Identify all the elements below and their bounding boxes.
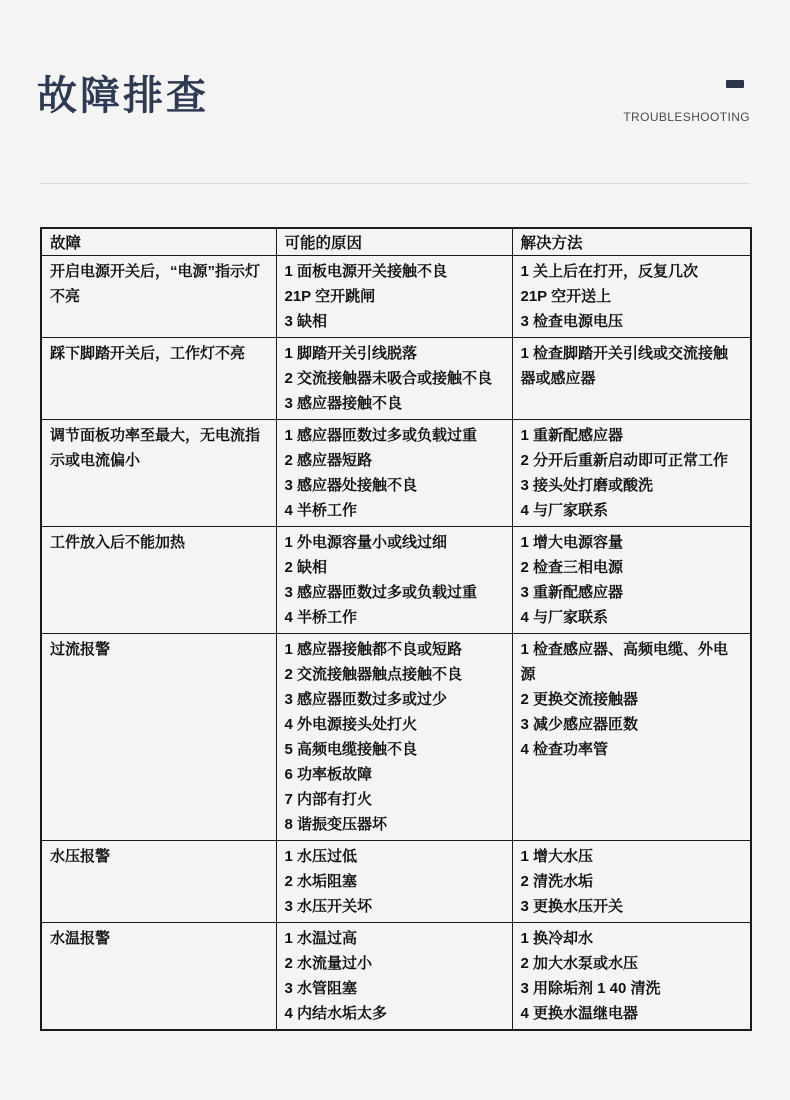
cell-line: 2 检查三相电源 bbox=[520, 559, 624, 576]
causes-cell bbox=[276, 841, 512, 923]
cell-line: 2 水垢阻塞 bbox=[284, 873, 358, 890]
cell-line: 3 感应器接触不良 bbox=[284, 395, 403, 412]
troubleshooting-table bbox=[40, 227, 752, 1031]
causes-cell bbox=[276, 527, 512, 634]
solutions-cell bbox=[512, 256, 751, 338]
cell-line: 过流报警 bbox=[50, 641, 111, 658]
cell-line: 1 换冷却水 bbox=[520, 930, 594, 947]
cell-line: 21P 空开送上 bbox=[520, 288, 612, 305]
cell-line: 1 重新配感应器 bbox=[520, 427, 624, 444]
cell-line: 2 更换交流接触器 bbox=[520, 691, 639, 708]
causes-cell bbox=[276, 923, 512, 1031]
fault-cell bbox=[41, 923, 276, 1031]
cell-line: 1 脚踏开关引线脱落 bbox=[284, 345, 418, 362]
cell-line: 3 感应器处接触不良 bbox=[284, 477, 418, 494]
causes-cell bbox=[276, 420, 512, 527]
table-body bbox=[41, 256, 751, 1031]
cell-line: 调节面板功率至最大，无电流指示或电流偏小 bbox=[50, 427, 261, 469]
fault-cell bbox=[41, 338, 276, 420]
cell-line: 3 水管阻塞 bbox=[284, 980, 358, 997]
cell-line: 开启电源开关后，“电源”指示灯不亮 bbox=[50, 263, 261, 305]
table-row bbox=[41, 923, 751, 1031]
cell-line: 1 面板电源开关接触不良 bbox=[284, 263, 448, 280]
cell-line: 4 更换水温继电器 bbox=[520, 1005, 639, 1022]
cell-line: 4 检查功率管 bbox=[520, 741, 609, 758]
cell-line: 3 用除垢剂 1 40 清洗 bbox=[520, 980, 661, 997]
cell-line: 4 内结水垢太多 bbox=[284, 1005, 388, 1022]
cell-line: 1 关上后在打开，反复几次 bbox=[520, 263, 699, 280]
cell-line: 4 外电源接头处打火 bbox=[284, 716, 418, 733]
causes-cell bbox=[276, 338, 512, 420]
cell-line: 水压报警 bbox=[50, 848, 111, 865]
table-row bbox=[41, 420, 751, 527]
cell-line: 3 缺相 bbox=[284, 313, 328, 330]
cell-line: 2 清洗水垢 bbox=[520, 873, 594, 890]
cell-line: 3 感应器匝数过多或负载过重 bbox=[284, 584, 478, 601]
cell-line: 1 检查脚踏开关引线或交流接触器或感应器 bbox=[520, 345, 729, 387]
cell-line: 5 高频电缆接触不良 bbox=[284, 741, 418, 758]
cell-line: 2 缺相 bbox=[284, 559, 328, 576]
cell-line: 3 重新配感应器 bbox=[520, 584, 624, 601]
cell-line: 1 感应器匝数过多或负载过重 bbox=[284, 427, 478, 444]
cell-line: 3 检查电源电压 bbox=[520, 313, 624, 330]
cell-line: 4 与厂家联系 bbox=[520, 502, 609, 519]
causes-cell bbox=[276, 634, 512, 841]
cell-line: 4 与厂家联系 bbox=[520, 609, 609, 626]
solutions-cell bbox=[512, 338, 751, 420]
fault-cell bbox=[41, 256, 276, 338]
cell-line: 2 交流接触器未吸合或接触不良 bbox=[284, 370, 493, 387]
cell-line: 1 增大水压 bbox=[520, 848, 594, 865]
cell-line: 水温报警 bbox=[50, 930, 111, 947]
fault-cell bbox=[41, 841, 276, 923]
cell-line: 工件放入后不能加热 bbox=[50, 534, 186, 551]
page-subtitle-en: TROUBLESHOOTING bbox=[623, 110, 750, 124]
column-header-causes: 可能的原因 bbox=[276, 228, 512, 256]
solutions-cell bbox=[512, 527, 751, 634]
cell-line: 2 感应器短路 bbox=[284, 452, 373, 469]
column-header-solutions: 解决方法 bbox=[512, 228, 751, 256]
table-row bbox=[41, 634, 751, 841]
cell-line: 3 水压开关坏 bbox=[284, 898, 373, 915]
cell-line: 2 水流量过小 bbox=[284, 955, 373, 972]
cell-line: 3 感应器匝数过多或过少 bbox=[284, 691, 448, 708]
table-row bbox=[41, 527, 751, 634]
cell-line: 1 水压过低 bbox=[284, 848, 358, 865]
cell-line: 21P 空开跳闸 bbox=[284, 288, 376, 305]
cell-line: 8 谐振变压器坏 bbox=[284, 816, 388, 833]
cell-line: 踩下脚踏开关后，工作灯不亮 bbox=[50, 345, 246, 362]
causes-cell bbox=[276, 256, 512, 338]
fault-cell bbox=[41, 420, 276, 527]
table-row bbox=[41, 841, 751, 923]
solutions-cell bbox=[512, 420, 751, 527]
solutions-cell bbox=[512, 634, 751, 841]
header-divider bbox=[40, 183, 750, 184]
cell-line: 4 半桥工作 bbox=[284, 502, 358, 519]
page-title: 故障排查 bbox=[37, 74, 209, 118]
cell-line: 1 检查感应器、高频电缆、外电源 bbox=[520, 641, 729, 683]
cell-line: 2 加大水泵或水压 bbox=[520, 955, 639, 972]
solutions-cell bbox=[512, 841, 751, 923]
table-row bbox=[41, 338, 751, 420]
solutions-cell bbox=[512, 923, 751, 1031]
column-header-fault: 故障 bbox=[41, 228, 276, 256]
cell-line: 1 增大电源容量 bbox=[520, 534, 624, 551]
table-header-row bbox=[41, 228, 751, 256]
cell-line: 7 内部有打火 bbox=[284, 791, 373, 808]
cell-line: 3 减少感应器匝数 bbox=[520, 716, 639, 733]
fault-cell bbox=[41, 634, 276, 841]
cell-line: 2 交流接触器触点接触不良 bbox=[284, 666, 463, 683]
header-dash-mark bbox=[726, 80, 744, 88]
fault-cell bbox=[41, 527, 276, 634]
cell-line: 3 更换水压开关 bbox=[520, 898, 624, 915]
cell-line: 6 功率板故障 bbox=[284, 766, 373, 783]
cell-line: 2 分开后重新启动即可正常工作 bbox=[520, 452, 729, 469]
cell-line: 1 水温过高 bbox=[284, 930, 358, 947]
cell-line: 1 感应器接触都不良或短路 bbox=[284, 641, 463, 658]
cell-line: 3 接头处打磨或酸洗 bbox=[520, 477, 654, 494]
table-row bbox=[41, 256, 751, 338]
cell-line: 1 外电源容量小或线过细 bbox=[284, 534, 448, 551]
cell-line: 4 半桥工作 bbox=[284, 609, 358, 626]
